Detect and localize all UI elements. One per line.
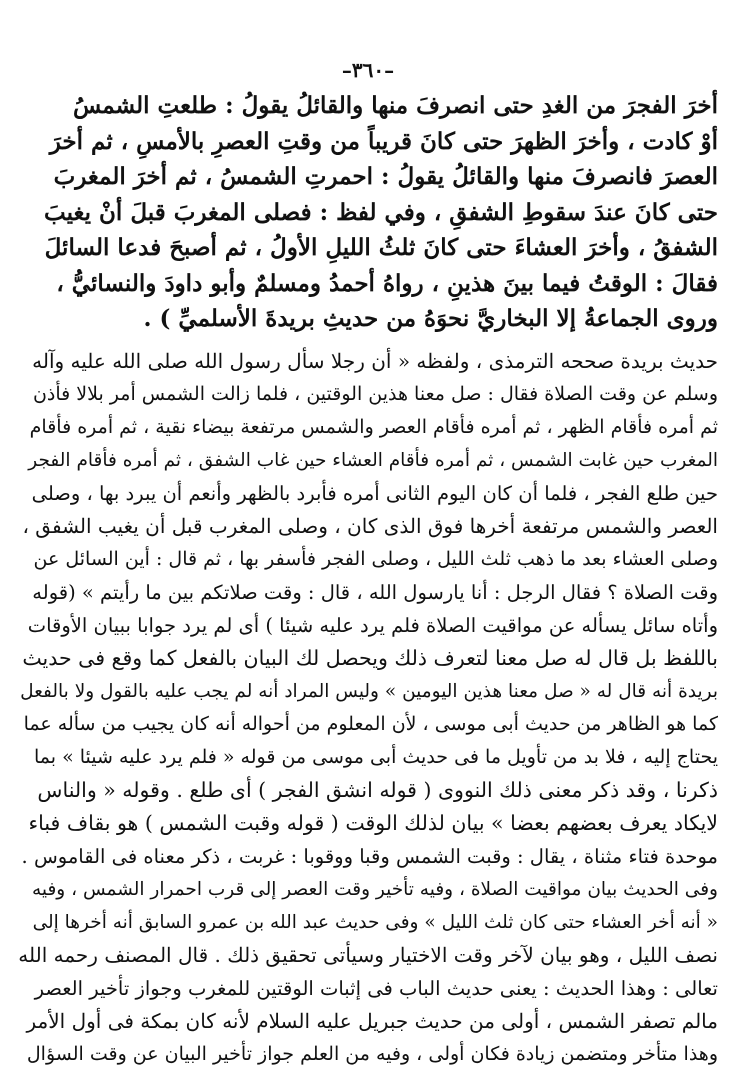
commentary-line: ذكرنا ، وقد ذكر معنى ذلك النووى ( قوله انشق الفجر ) أى طلع . وقوله « والناس	[37, 777, 718, 802]
page-number: –٣٦٠–	[341, 58, 395, 82]
commentary-line: ثم أمره فأقام الظهر ، ثم أمره فأقام العصر والشمس مرتفعة بيضاء نقية ، ثم أمره فأقام	[29, 415, 718, 438]
hadith-line: العصرَ فانصرفَ منها والقائلُ يقولُ : احمرتِ الشمسُ ، ثم أخرَ المغربَ	[53, 163, 718, 190]
commentary-line: وفى الحديث بيان مواقيت الصلاة ، وفيه تأخير وقت العصر إلى قرب احمرار الشمس ، وفيه	[31, 878, 718, 900]
commentary-line: وقت الصلاة ؟ فقال الرجل : أنا يارسول الله ، قال : وقت صلاتكم بين ما رأيتم » (قوله	[32, 580, 718, 604]
commentary-line: بريدة أنه قال له « صل معنا هذين اليومين » وليس المراد أنه لم يجب عليه بالقول ولا بالفعل	[20, 680, 718, 702]
commentary-line: وصلى العشاء بعد ما ذهب ثلث الليل ، وصلى الفجر فأسفر بها ، ثم قال : أين السائل عن	[33, 547, 718, 570]
commentary-line: مالم تصفر الشمس ، أولى من حديث جبريل عليه السلام لأنه كان بمكة فى أول الأمر	[26, 1008, 718, 1033]
commentary-line: وهذا متأخر ومتضمن زيادة فكان أولى ، وفيه من العلم جواز تأخير البيان عن وقت السؤال	[26, 1042, 718, 1065]
commentary-line: حديث بريدة صححه الترمذى ، ولفظه « أن رجلا سأل رسول الله صلى الله عليه وآله	[32, 348, 718, 373]
commentary-line: وأتاه سائل يسأله عن مواقيت الصلاة فلم يرد عليه شيئا ) أى لم يرد جوابا ببيان الأوقات	[27, 613, 718, 637]
hadith-line: حتى كانَ عندَ سقوطِ الشفقِ ، وفي لفظ : فصلى المغربَ قبلَ أنْ يغيبَ	[44, 198, 718, 226]
hadith-line: وروى الجماعةُ إلا البخاريَّ نحوَهُ من حديثِ بريدةَ الأسلميِّ ) .	[143, 305, 718, 332]
commentary-line: يحتاج إليه ، فلا بد من تأويل ما فى حديث أبى موسى من قوله « فلم يرد عليه شيئا » بما	[34, 745, 718, 768]
commentary-line: كما هو الظاهر من حديث أبى موسى ، لأن المعلوم من أحواله أنه كان يجيب من سأله عما	[23, 712, 718, 735]
commentary-line: العصر والشمس مرتفعة أخرها فوق الذى كان ، وصلى المغرب قبل أن يغيب الشفق ،	[22, 513, 718, 538]
commentary-line: لايكاد يعرف بعضهم بعضا » بيان لذلك الوقت ( قوله وقبت الشمس ) هو بقاف فباء	[28, 810, 718, 835]
commentary-line: موحدة فتاء مثناة ، يقال : وقبت الشمس وقبا ووقوبا : غربت ، ذكر معناه فى القاموس .	[21, 844, 718, 868]
commentary-line: تعالى : وهذا الحديث : يعنى حديث الباب فى إثبات الوقتين للمغرب وجواز تأخير العصر	[34, 976, 718, 1000]
hadith-line: أوْ كادت ، وأخرَ الظهرَ حتى كانَ قريباً من وقتِ العصرِ بالأمسِ ، ثم أخرَ	[49, 127, 718, 155]
hadith-line: أخرَ الفجرَ من الغدِ حتى انصرفَ منها والقائلُ يقولُ : طلعتِ الشمسُ	[72, 92, 718, 119]
hadith-text	[18, 88, 718, 337]
commentary-line: وسلم عن وقت الصلاة فقال : صل معنا هذين الوقتين ، فلما زالت الشمس أمر بلالا فأذن	[32, 382, 718, 405]
commentary-line: « أنه أخر العشاء حتى كان ثلث الليل » وفى حديث عبد الله بن عمرو السابق أنه أخرها إلى	[32, 911, 718, 933]
commentary-line: باللفظ بل قال له صل معنا لتعرف ذلك ويحصل لك البيان بالفعل كما وقع فى حديث	[22, 645, 718, 670]
commentary-line: حين طلع الفجر ، فلما أن كان اليوم الثانى أمره فأبرد بالظهر وأنعم أن يبرد بها ، وصلى	[31, 481, 718, 505]
commentary-line: المغرب حين غابت الشمس ، ثم أمره فأقام العشاء حين غاب الشفق ، ثم أمره فأقام الفجر	[28, 449, 718, 471]
hadith-line: الشفقُ ، وأخرَ العشاءَ حتى كانَ ثلثُ الليلِ الأولُ ، ثم أصبحَ فدعا السائلَ	[44, 234, 718, 261]
commentary-line: نصف الليل ، وهو بيان لآخر وقت الاختيار وسيأتى تحقيق ذلك . قال المصنف رحمه الله	[18, 942, 718, 967]
hadith-line: فقالَ : الوقتُ فيما بينَ هذينِ ، رواهُ أحمدُ ومسلمٌ وأبو داودَ والنسائيُّ ،	[56, 269, 718, 297]
commentary-text	[18, 345, 718, 1071]
